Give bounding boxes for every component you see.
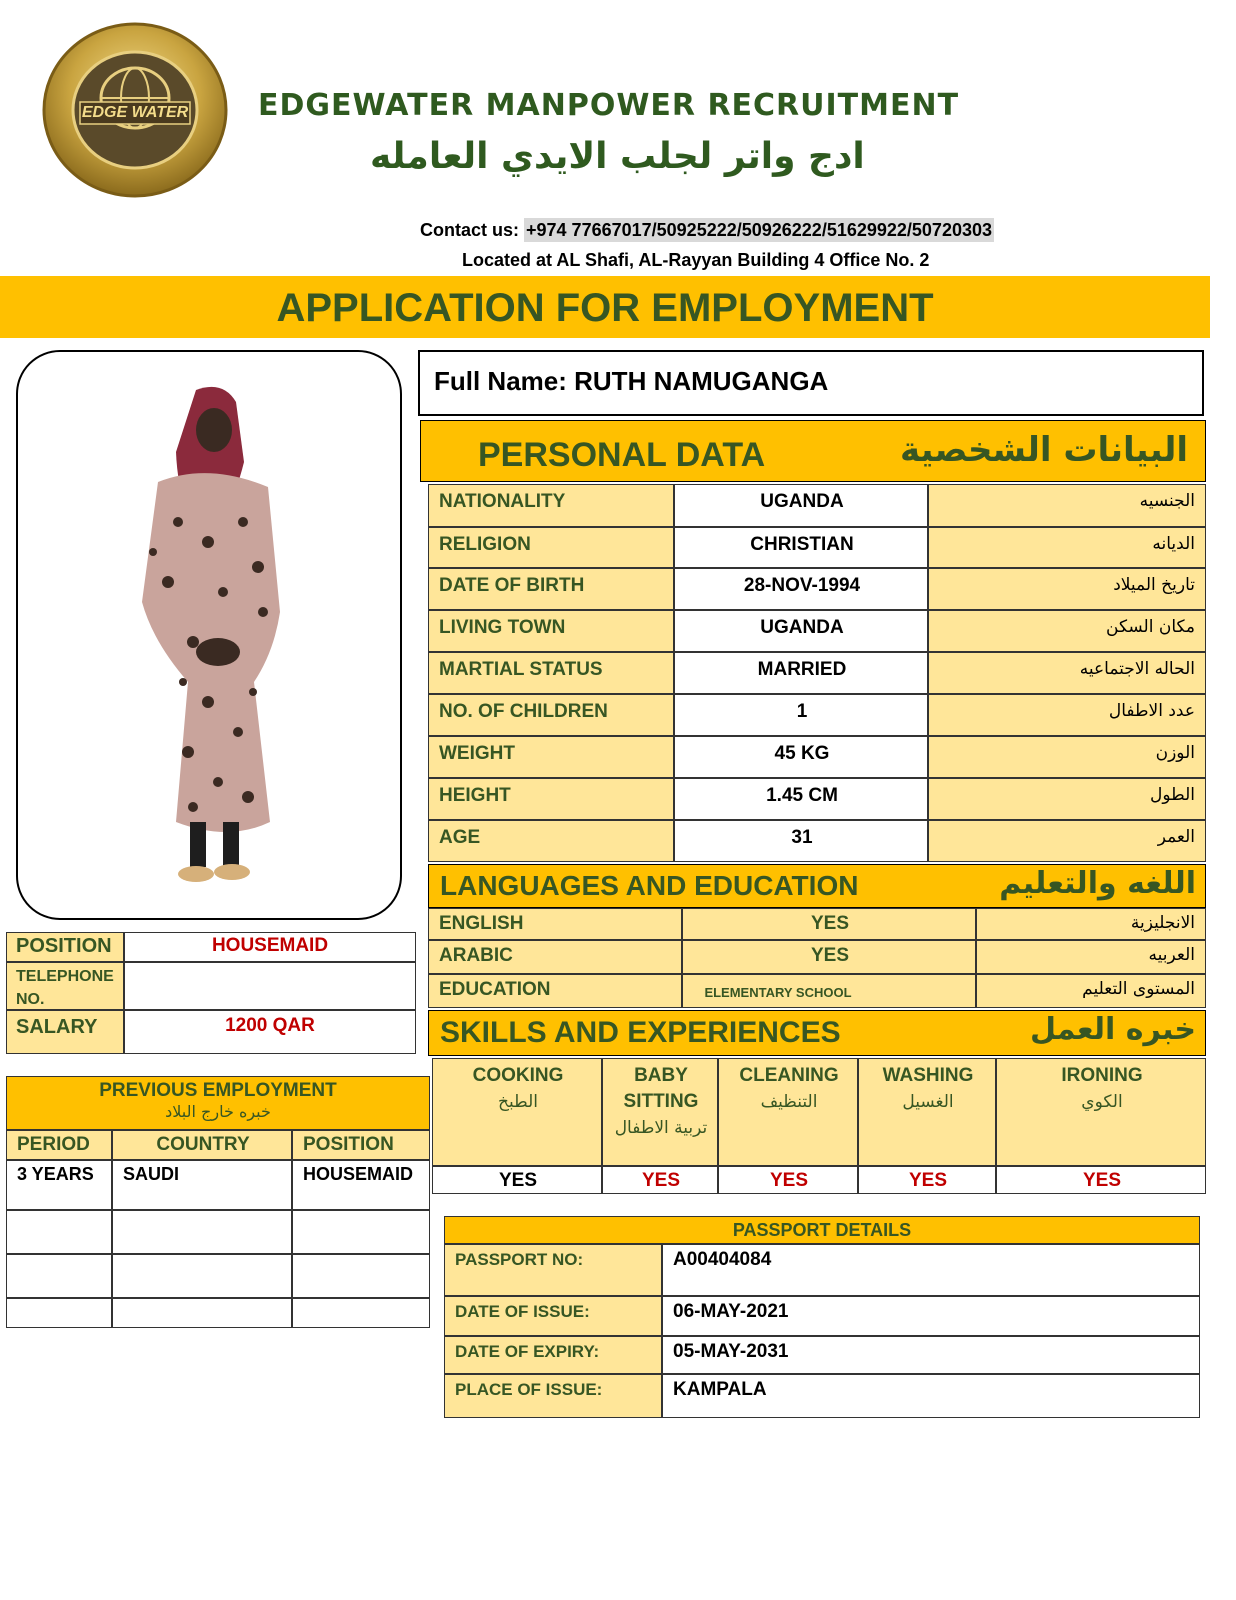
skill-value-cell	[718, 1166, 858, 1194]
passport-title: PASSPORT DETAILS	[732, 1220, 912, 1240]
personal-row-ar: تاريخ الميلاد	[1113, 575, 1195, 595]
prev-cell	[112, 1210, 292, 1254]
prev-cell	[6, 1298, 112, 1328]
passport-value: 06-MAY-2021	[673, 1301, 789, 1322]
personal-row-value-cell	[674, 820, 928, 862]
skill-label-ar: الغسيل	[902, 1092, 954, 1112]
passport-label: DATE OF EXPIRY:	[455, 1342, 600, 1361]
languages-title-en: LANGUAGES AND EDUCATION	[440, 870, 859, 901]
skill-header-cell	[718, 1058, 858, 1166]
language-row-value-cell	[682, 974, 976, 1008]
skill-header-cell	[432, 1058, 602, 1166]
contact-line	[420, 220, 994, 241]
passport-value: 05-MAY-2031	[673, 1341, 789, 1362]
prev-cell	[292, 1160, 430, 1210]
position-value: HOUSEMAID	[211, 935, 329, 956]
language-row-value-cell	[682, 940, 976, 974]
passport-header	[444, 1216, 1200, 1244]
salary-label-cell	[6, 1010, 124, 1054]
skill-value-cell	[996, 1166, 1206, 1194]
personal-row-ar-cell	[928, 610, 1206, 652]
personal-row-value: 1	[796, 701, 808, 722]
language-row-label-cell	[428, 908, 682, 940]
contact-numbers: +974 77667017/50925222/50926222/51629922/50720303	[526, 220, 992, 240]
personal-row-ar-cell	[928, 568, 1206, 610]
language-row-value: ELEMENTARY SCHOOL	[704, 985, 852, 1000]
skill-label-en: IRONING	[1061, 1065, 1143, 1086]
company-name-ar: ادج واتر لجلب الايدي العامله	[370, 136, 865, 177]
page-title: APPLICATION FOR EMPLOYMENT	[276, 286, 934, 330]
personal-row-value-cell	[674, 610, 928, 652]
personal-row-value-cell	[674, 652, 928, 694]
language-row-value-cell	[682, 908, 976, 940]
personal-row-ar: عدد الاطفال	[1108, 701, 1195, 721]
passport-label: PLACE OF ISSUE:	[455, 1380, 603, 1399]
salary-value-cell	[124, 1010, 416, 1054]
personal-row-value: 45 KG	[774, 743, 830, 764]
skill-header-cell	[602, 1058, 718, 1166]
language-row-value: YES	[810, 945, 850, 966]
language-row-ar-cell	[976, 940, 1206, 974]
personal-row-label-cell	[428, 568, 674, 610]
personal-row-label-cell	[428, 527, 674, 568]
language-row-label: EDUCATION	[439, 979, 551, 1000]
skill-value: YES	[769, 1170, 809, 1191]
person-photo-icon	[18, 352, 402, 920]
passport-value-cell	[662, 1374, 1200, 1418]
skill-label-en: COOKING	[472, 1065, 564, 1086]
personal-row-value: 28-NOV-1994	[743, 575, 861, 596]
skill-value: YES	[908, 1170, 948, 1191]
language-row-ar-cell	[976, 908, 1206, 940]
prev-header-cell	[112, 1130, 292, 1160]
personal-row-label: DATE OF BIRTH	[439, 575, 585, 596]
personal-row-label: AGE	[439, 827, 481, 848]
passport-value: KAMPALA	[673, 1379, 767, 1400]
prev-header-cell	[292, 1130, 430, 1160]
personal-row-ar-cell	[928, 652, 1206, 694]
language-row-label: ENGLISH	[439, 913, 524, 934]
salary-value: 1200 QAR	[225, 1015, 315, 1036]
personal-row-ar-cell	[928, 694, 1206, 736]
passport-value-cell	[662, 1336, 1200, 1374]
personal-row-label-cell	[428, 610, 674, 652]
passport-label-cell	[444, 1296, 662, 1336]
personal-row-ar-cell	[928, 484, 1206, 527]
skill-header-cell	[858, 1058, 996, 1166]
previous-employment-header	[6, 1076, 430, 1130]
contact-label: Contact us:	[420, 220, 519, 240]
personal-row-ar-cell	[928, 736, 1206, 778]
personal-row-label-cell	[428, 820, 674, 862]
passport-label-cell	[444, 1244, 662, 1296]
personal-row-label-cell	[428, 736, 674, 778]
skill-value-cell	[432, 1166, 602, 1194]
personal-row-ar: الجنسيه	[1139, 491, 1195, 511]
personal-row-label: NO. OF CHILDREN	[439, 701, 608, 722]
skill-label-en: BABY SITTING	[623, 1065, 699, 1112]
passport-label-cell	[444, 1374, 662, 1418]
language-row-ar: المستوى التعليم	[1082, 979, 1195, 999]
position-label-cell	[6, 932, 124, 962]
prev-header-label: COUNTRY	[156, 1134, 250, 1155]
position-label: POSITION	[16, 935, 112, 957]
passport-value: A00404084	[673, 1249, 772, 1270]
skill-label-ar: الكوي	[1081, 1092, 1123, 1112]
skill-value-cell	[602, 1166, 718, 1194]
skill-label-en: CLEANING	[739, 1065, 839, 1086]
skills-title-en: SKILLS AND EXPERIENCES	[440, 1016, 841, 1049]
skill-label-en: WASHING	[882, 1065, 974, 1086]
prev-header-cell	[6, 1130, 112, 1160]
personal-row-label: RELIGION	[439, 534, 531, 555]
previous-employment-title-ar: خبره خارج البلاد	[165, 1102, 271, 1121]
language-row-label-cell	[428, 940, 682, 974]
personal-row-ar: الديانه	[1152, 534, 1195, 554]
language-row-ar: العربيه	[1148, 945, 1195, 965]
language-row-ar-cell	[976, 974, 1206, 1008]
telephone-label: TELEPHONE NO.	[16, 968, 114, 1008]
personal-row-value: 31	[791, 827, 813, 848]
personal-row-value: MARRIED	[757, 659, 847, 680]
prev-cell	[292, 1298, 430, 1328]
skill-label-ar: التنظيف	[760, 1092, 818, 1112]
personal-data-title-en: PERSONAL DATA	[478, 436, 766, 474]
location-line: Located at AL Shafi, AL-Rayyan Building 4 Office No. 2	[462, 250, 930, 270]
personal-row-value: UGANDA	[760, 617, 844, 638]
skills-title-ar: خبره العمل	[1029, 1012, 1196, 1047]
personal-row-value-cell	[674, 736, 928, 778]
passport-value-cell	[662, 1296, 1200, 1336]
personal-row-ar: الطول	[1150, 785, 1195, 805]
skill-value-cell	[858, 1166, 996, 1194]
languages-title-ar: اللغه والتعليم	[999, 866, 1196, 901]
applicant-photo	[16, 350, 402, 920]
language-row-label: ARABIC	[439, 945, 513, 966]
personal-row-value: 1.45 CM	[766, 785, 838, 806]
passport-value-cell	[662, 1244, 1200, 1296]
logo-ring-text	[42, 22, 43, 23]
prev-header-label: POSITION	[303, 1134, 394, 1155]
skill-header-cell	[996, 1058, 1206, 1166]
prev-cell	[6, 1160, 112, 1210]
personal-row-ar: مكان السكن	[1106, 617, 1195, 637]
prev-cell	[292, 1210, 430, 1254]
personal-row-value-cell	[674, 694, 928, 736]
personal-row-label-cell	[428, 694, 674, 736]
personal-row-value-cell	[674, 778, 928, 820]
skill-value: YES	[1082, 1170, 1122, 1191]
skill-label-ar: الطبخ	[498, 1092, 538, 1112]
company-name-en: EDGEWATER MANPOWER RECRUITMENT	[258, 88, 960, 123]
prev-cell-value: 3 YEARS	[17, 1164, 94, 1184]
passport-label: DATE OF ISSUE:	[455, 1302, 590, 1321]
logo-text: EDGE WATER	[81, 104, 189, 121]
company-logo	[42, 22, 228, 198]
passport-label-cell	[444, 1336, 662, 1374]
telephone-label-cell	[6, 962, 124, 1010]
personal-row-label-cell	[428, 778, 674, 820]
position-value-cell	[124, 932, 416, 962]
personal-row-value-cell	[674, 484, 928, 527]
personal-row-ar-cell	[928, 527, 1206, 568]
prev-cell-value: SAUDI	[123, 1164, 180, 1184]
personal-row-ar: العمر	[1157, 827, 1195, 847]
personal-row-ar: الوزن	[1155, 743, 1195, 763]
salary-label: SALARY	[16, 1016, 98, 1038]
language-row-ar: الانجليزية	[1130, 913, 1195, 933]
skill-value: YES	[641, 1170, 681, 1191]
personal-row-ar: الحاله الاجتماعيه	[1079, 659, 1195, 679]
personal-data-title-ar: البيانات الشخصية	[899, 430, 1188, 470]
passport-label: PASSPORT NO:	[455, 1250, 584, 1269]
telephone-value-cell	[124, 962, 416, 1010]
personal-row-label: LIVING TOWN	[439, 617, 566, 638]
personal-row-value-cell	[674, 568, 928, 610]
prev-cell	[6, 1254, 112, 1298]
skill-value: YES	[498, 1170, 538, 1191]
personal-row-label: HEIGHT	[439, 785, 511, 806]
personal-row-label: MARTIAL STATUS	[439, 659, 603, 680]
personal-row-label-cell	[428, 652, 674, 694]
personal-row-value-cell	[674, 527, 928, 568]
prev-cell	[292, 1254, 430, 1298]
language-row-value: YES	[810, 913, 850, 934]
previous-employment-title-en: PREVIOUS EMPLOYMENT	[99, 1080, 337, 1101]
prev-header-label: PERIOD	[17, 1134, 90, 1155]
personal-row-ar-cell	[928, 778, 1206, 820]
personal-row-label: WEIGHT	[439, 743, 515, 764]
personal-row-value: UGANDA	[760, 491, 844, 512]
prev-cell-value: HOUSEMAID	[303, 1164, 414, 1184]
prev-cell	[112, 1160, 292, 1210]
personal-row-label-cell	[428, 484, 674, 527]
prev-cell	[6, 1210, 112, 1254]
prev-cell	[112, 1254, 292, 1298]
full-name: Full Name: RUTH NAMUGANGA	[434, 366, 829, 396]
personal-row-label: NATIONALITY	[439, 491, 566, 512]
skill-label-ar: تربية الاطفال	[614, 1118, 708, 1138]
language-row-label-cell	[428, 974, 682, 1008]
prev-cell	[112, 1298, 292, 1328]
personal-row-value: CHRISTIAN	[750, 534, 854, 555]
personal-row-ar-cell	[928, 820, 1206, 862]
